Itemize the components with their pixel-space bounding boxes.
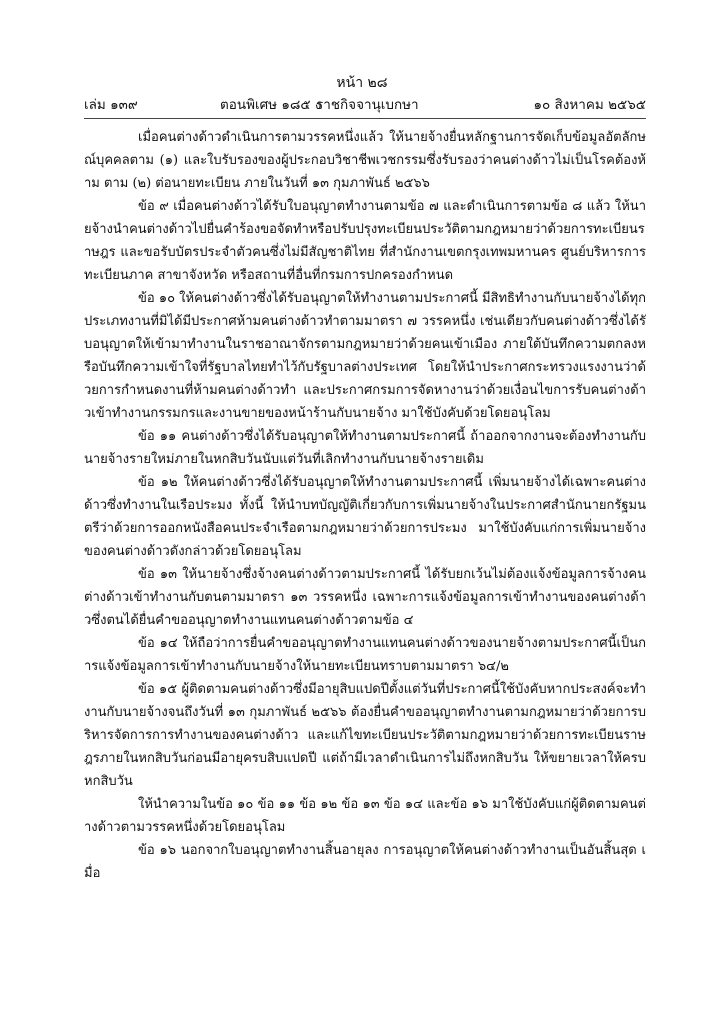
publication-date: ๑๐ สิงหาคม ๒๕๖๕	[533, 97, 646, 113]
header-divider	[84, 118, 646, 119]
clause-10: ข้อ ๑๐ ให้คนต่างด้าวซึ่งได้รับอนุญาตให้ทำงานตามประกาศนี้ มีสิทธิทำงานกับนายจ้างได้ทุกประเภทงานที่มิได้มีประกาศห้ามคนต่างด้าวทำตามมาตรา ๗ วรรคหนึ่ง เช่นเดียวกับคนต่างด้าวซึ่งได้รับอนุญาตให้เข้ามาทำงานในราชอาณาจักรตามกฎหมายว่าด้วยคนเข้าเมือง ภายใต้บันทึกความตกลงหรือบันทึกความเข้าใจที่รัฐบาลไทยทำไว้กับรัฐบาลต่างประเทศ โดยให้นำประกาศกระทรวงแรงงานว่าด้วยการกำหนดงานที่ห้ามคนต่างด้าวทำ และประกาศกรมการจัดหางานว่าด้วยเงื่อนไขการรับคนต่างด้าวเข้าทำงานกรรมกรและงานขายของหน้าร้านกับนายจ้าง มาใช้บังคับด้วยโดยอนุโลม	[84, 291, 646, 421]
paragraph: ให้นำความในข้อ ๑๐ ข้อ ๑๑ ข้อ ๑๒ ข้อ ๑๓ ข้อ ๑๔ และข้อ ๑๖ มาใช้บังคับแก่ผู้ติดตามคนต่างด้าวตามวรรคหนึ่งด้วยโดยอนุโลม	[84, 797, 646, 835]
document-body	[84, 126, 646, 885]
paragraph: เมื่อคนต่างด้าวดำเนินการตามวรรคหนึ่งแล้ว ให้นายจ้างยื่นหลักฐานการจัดเก็บข้อมูลอัตลักษณ์บุคคลตาม (๑) และใบรับรองของผู้ประกอบวิชาชีพเวชกรรมซึ่งรับรองว่าคนต่างด้าวไม่เป็นโรคต้องห้าม ตาม (๒) ต่อนายทะเบียน ภายในวันที่ ๑๓ กุมภาพันธ์ ๒๕๖๖	[84, 130, 646, 191]
clause-16: ข้อ ๑๖ นอกจากใบอนุญาตทำงานสิ้นอายุลง การอนุญาตให้คนต่างด้าวทำงานเป็นอันสิ้นสุด เมื่อ	[84, 843, 646, 881]
page-number: หน้า ๒๘	[336, 75, 388, 91]
clause-13: ข้อ ๑๓ ให้นายจ้างซึ่งจ้างคนต่างด้าวตามประกาศนี้ ได้รับยกเว้นไม่ต้องแจ้งข้อมูลการจ้างคนต่างด้าวเข้าทำงานกับตนตามมาตรา ๑๓ วรรคหนึ่ง เฉพาะการแจ้งข้อมูลการเข้าทำงานของคนต่างด้าวซึ่งตนได้ยื่นคำขออนุญาตทำงานแทนคนต่างด้าวตามข้อ ๔	[84, 567, 646, 628]
clause-15: ข้อ ๑๕ ผู้ติดตามคนต่างด้าวซึ่งมีอายุสิบแปดปีตั้งแต่วันที่ประกาศนี้ใช้บังคับหากประสงค์จะทำงานกับนายจ้างจนถึงวันที่ ๑๓ กุมภาพันธ์ ๒๕๖๖ ต้องยื่นคำขออนุญาตทำงานตามกฎหมายว่าด้วยการบริหารจัดการการทำงานของคนต่างด้าว และแก้ไขทะเบียนประวัติตามกฎหมายว่าด้วยการทะเบียนราษฎรภายในหกสิบวันก่อนมีอายุครบสิบแปดปี แต่ถ้ามีเวลาดำเนินการไม่ถึงหกสิบวัน ให้ขยายเวลาให้ครบหกสิบวัน	[84, 682, 646, 789]
volume-label: เล่ม ๑๓๙	[84, 97, 138, 113]
clause-9: ข้อ ๙ เมื่อคนต่างด้าวได้รับใบอนุญาตทำงานตามข้อ ๗ และดำเนินการตามข้อ ๘ แล้ว ให้นายจ้างนำคนต่างด้าวไปยื่นคำร้องขอจัดทำหรือปรับปรุงทะเบียนประวัติตามกฎหมายว่าด้วยการทะเบียนราษฎร และขอรับบัตรประจำตัวคนซึ่งไม่มีสัญชาติไทย ที่สำนักงานเขตกรุงเทพมหานคร ศูนย์บริหารการทะเบียนภาค สาขาจังหวัด หรือสถานที่อื่นที่กรมการปกครองกำหนด	[84, 199, 646, 283]
section-label: ตอนพิเศษ ๑๘๕ ง	[220, 97, 322, 113]
gazette-header	[84, 96, 646, 116]
clause-11: ข้อ ๑๑ คนต่างด้าวซึ่งได้รับอนุญาตให้ทำงานตามประกาศนี้ ถ้าออกจากงานจะต้องทำงานกับนายจ้างรายใหม่ภายในหกสิบวันนับแต่วันที่เลิกทำงานกับนายจ้างรายเดิม	[84, 429, 646, 467]
clause-12: ข้อ ๑๒ ให้คนต่างด้าวซึ่งได้รับอนุญาตให้ทำงานตามประกาศนี้ เพิ่มนายจ้างได้เฉพาะคนต่างด้าวซึ่งทำงานในเรือประมง ทั้งนี้ ให้นำบทบัญญัติเกี่ยวกับการเพิ่มนายจ้างในประกาศสำนักนายกรัฐมนตรีว่าด้วยการออกหนังสือคนประจำเรือตามกฎหมายว่าด้วยการประมง มาใช้บังคับแก่การเพิ่มนายจ้างของคนต่างด้าวดังกล่าวด้วยโดยอนุโลม	[84, 475, 646, 559]
gazette-title: ราชกิจจานุเบกษา	[316, 97, 419, 113]
clause-14: ข้อ ๑๔ ให้ถือว่าการยื่นคำขออนุญาตทำงานแทนคนต่างด้าวของนายจ้างตามประกาศนี้เป็นการแจ้งข้อมูลการเข้าทำงานกับนายจ้างให้นายทะเบียนทราบตามมาตรา ๖๔/๒	[84, 636, 646, 674]
